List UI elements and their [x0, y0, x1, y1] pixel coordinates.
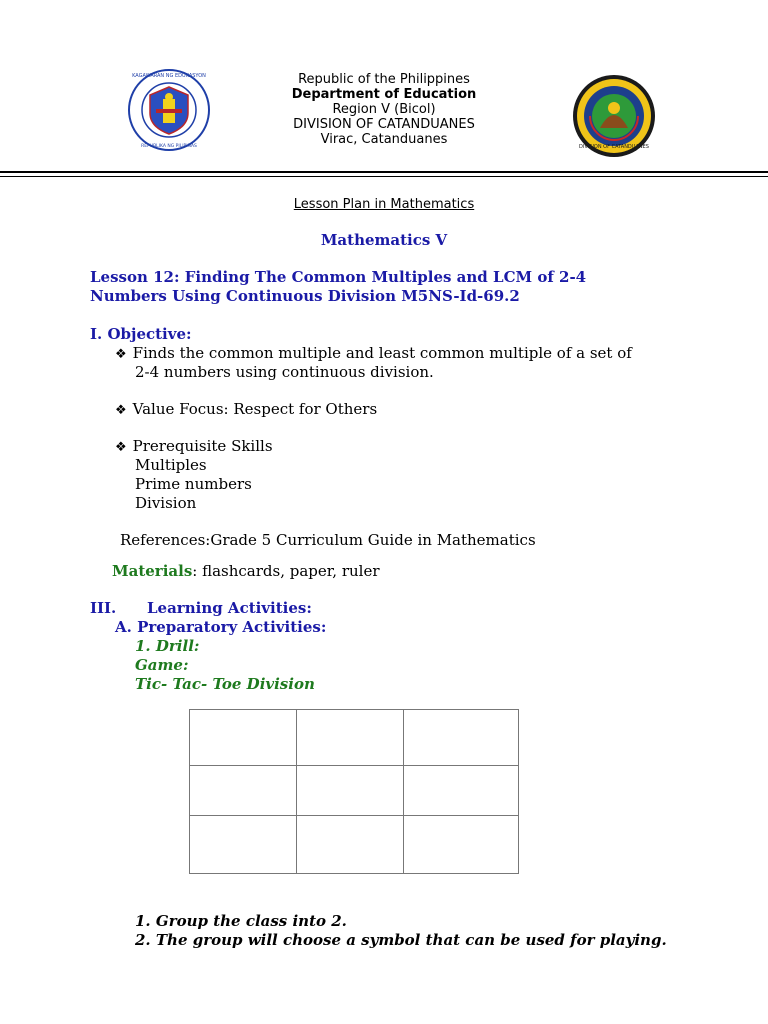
prerequisite-heading: Prerequisite Skills [132, 437, 273, 455]
header-rule-bottom [0, 176, 768, 177]
objective-item-3 [115, 437, 273, 457]
skill-item: Division [135, 494, 197, 512]
skill-item: Multiples [135, 456, 207, 474]
preparatory-heading: A. Preparatory Activities: [115, 618, 327, 636]
grid-cell [190, 710, 297, 766]
tic-tac-toe-grid [189, 709, 519, 874]
game-name: Tic- Tac- Toe Division [135, 675, 315, 693]
grid-cell [190, 816, 297, 874]
grid-cell [297, 766, 404, 816]
materials-label: Materials [112, 562, 193, 580]
grid-row [190, 816, 519, 874]
grid-cell [404, 816, 519, 874]
materials [112, 562, 380, 581]
grid-row [190, 766, 519, 816]
header-rule-top [0, 171, 768, 173]
value-focus: Value Focus: Respect for Others [132, 400, 378, 418]
materials-text: : flashcards, paper, ruler [192, 562, 380, 580]
letterhead-line-region: Region V (Bicol) [332, 102, 436, 117]
drill-heading: 1. Drill: [135, 637, 200, 655]
activities-heading-number: III. [90, 599, 117, 617]
letterhead-line-republic: Republic of the Philippines [298, 72, 470, 87]
bullet-icon: ❖ [115, 440, 127, 455]
lesson-title-line2: Numbers Using Continuous Division M5NS-Id-69.2 [90, 287, 520, 305]
subject-title: Mathematics V [320, 231, 448, 249]
grid-cell [190, 766, 297, 816]
grid-cell [297, 816, 404, 874]
grid-cell [404, 766, 519, 816]
seal-ring-text-top: KAGAWARAN NG EDUKASYON [132, 73, 206, 79]
grid-cell [297, 710, 404, 766]
seal-ring-text-bottom: REPUBLIKA NG PILIPINAS [141, 144, 197, 149]
game-label: Game: [135, 656, 189, 674]
objective-item-2 [115, 400, 377, 420]
skill-item: Prime numbers [135, 475, 252, 493]
lesson-title-line1: Lesson 12: Finding The Common Multiples and LCM of 2-4 [90, 268, 587, 286]
step-item: 2. The group will choose a symbol that can be used for playing. [135, 931, 667, 949]
objective-heading: I. Objective: [90, 325, 192, 343]
objective-item-1-line1: Finds the common multiple and least common multiple of a set of [132, 344, 632, 362]
grid-cell [404, 710, 519, 766]
objective-item-1-line2: 2-4 numbers using continuous division. [135, 363, 434, 381]
letterhead-line-department: Department of Education [291, 87, 477, 102]
document-title: Lesson Plan in Mathematics [293, 197, 475, 212]
step-item: 1. Group the class into 2. [135, 912, 347, 930]
activities-heading: Learning Activities: [147, 599, 312, 617]
references: References:Grade 5 Curriculum Guide in Mathematics [120, 531, 536, 549]
division-seal-logo [572, 74, 656, 158]
bullet-icon: ❖ [115, 347, 127, 362]
seal-ring-text: DIVISION OF CATANDUANES [579, 144, 649, 150]
grid-row [190, 710, 519, 766]
letterhead-line-city: Virac, Catanduanes [320, 132, 448, 147]
letterhead [184, 72, 584, 147]
bullet-icon: ❖ [115, 403, 127, 418]
objective-item-1 [115, 344, 632, 364]
letterhead-line-division: DIVISION OF CATANDUANES [293, 117, 475, 132]
